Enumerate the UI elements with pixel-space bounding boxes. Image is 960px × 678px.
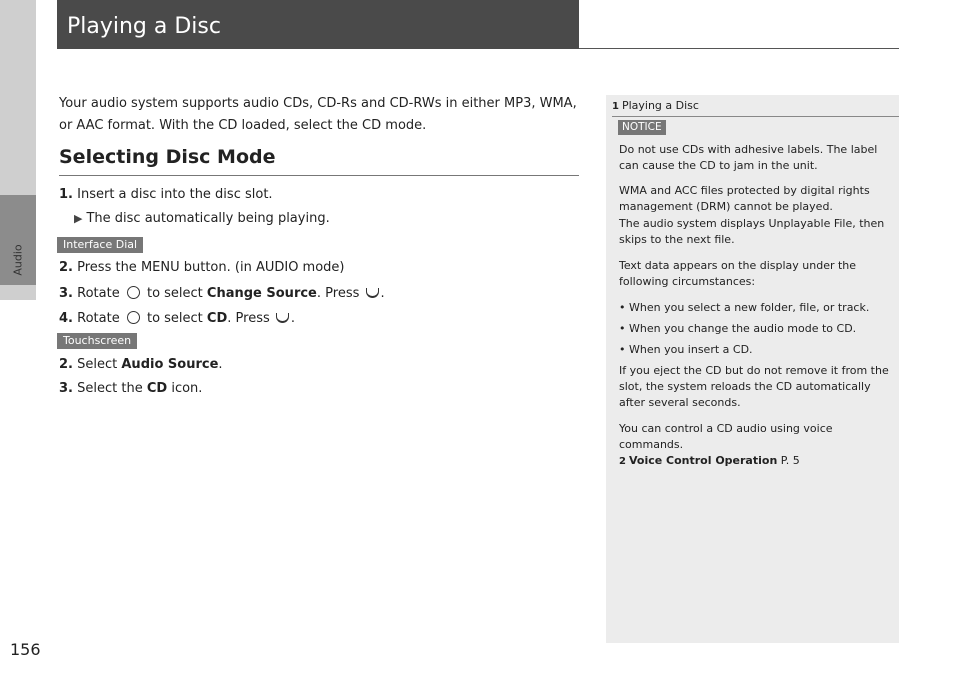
intro-text: Your audio system supports audio CDs, CD-Rs and CD-RWs in either MP3, WMA, or AAC format. With the CD loaded, select the CD mode. bbox=[59, 96, 577, 133]
dial-step-3: 3. Rotate to select Change Source. Press . bbox=[59, 286, 385, 301]
bullet-item: • When you insert a CD. bbox=[619, 343, 753, 356]
bullet-item: • When you change the audio mode to CD. bbox=[619, 322, 857, 335]
dial-rotate-icon bbox=[127, 311, 140, 324]
text-data-intro: Text data appears on the display under the following circumstances: bbox=[619, 259, 857, 288]
voice-control-link[interactable]: 2 Voice Control Operation P. 5 bbox=[619, 453, 891, 470]
drm-text: WMA and ACC files protected by digital rights management (DRM) cannot be played. bbox=[619, 184, 870, 213]
side-tab-label: Audio bbox=[11, 244, 25, 276]
voice-text: You can control a CD audio using voice commands. bbox=[619, 422, 833, 451]
reference-arrow-icon: 2 bbox=[619, 456, 626, 467]
notice-badge: NOTICE bbox=[618, 120, 666, 135]
eject-text: If you eject the CD but do not remove it from the slot, the system reloads the CD automatically after several seconds. bbox=[619, 364, 889, 409]
page-title: Playing a Disc bbox=[67, 14, 221, 39]
step-1 bbox=[59, 187, 273, 202]
panel-rule bbox=[612, 116, 899, 117]
touchscreen-badge: Touchscreen bbox=[57, 333, 137, 349]
unplayable-text: The audio system displays Unplayable File, then skips to the next file. bbox=[619, 217, 885, 246]
bullet-item: • When you select a new folder, file, or track. bbox=[619, 301, 870, 314]
dial-step-4: 4. Rotate to select CD. Press . bbox=[59, 311, 296, 326]
step-1-result: ▶ The disc automatically being playing. bbox=[74, 211, 330, 226]
title-rule bbox=[579, 48, 899, 49]
dial-rotate-icon bbox=[127, 286, 140, 299]
page-number: 156 bbox=[10, 640, 41, 659]
notice-text: Do not use CDs with adhesive labels. The label can cause the CD to jam in the unit. bbox=[619, 143, 878, 172]
interface-dial-badge: Interface Dial bbox=[57, 237, 143, 253]
touch-step-3: 3. Select the CD icon. bbox=[59, 381, 203, 396]
result-arrow-icon: ▶ bbox=[74, 212, 83, 225]
dial-press-icon bbox=[276, 313, 289, 323]
section-heading: Selecting Disc Mode bbox=[59, 146, 276, 168]
note-marker-icon: 1 bbox=[612, 101, 619, 112]
section-rule bbox=[59, 175, 579, 176]
dial-press-icon bbox=[366, 288, 379, 298]
dial-step-2: 2. Press the MENU button. (in AUDIO mode) bbox=[59, 260, 345, 275]
step-number: 1. bbox=[59, 187, 73, 202]
panel-heading: 1 Playing a Disc bbox=[612, 99, 699, 112]
touch-step-2: 2. Select Audio Source. bbox=[59, 357, 223, 372]
step-text: Insert a disc into the disc slot. bbox=[77, 187, 273, 202]
